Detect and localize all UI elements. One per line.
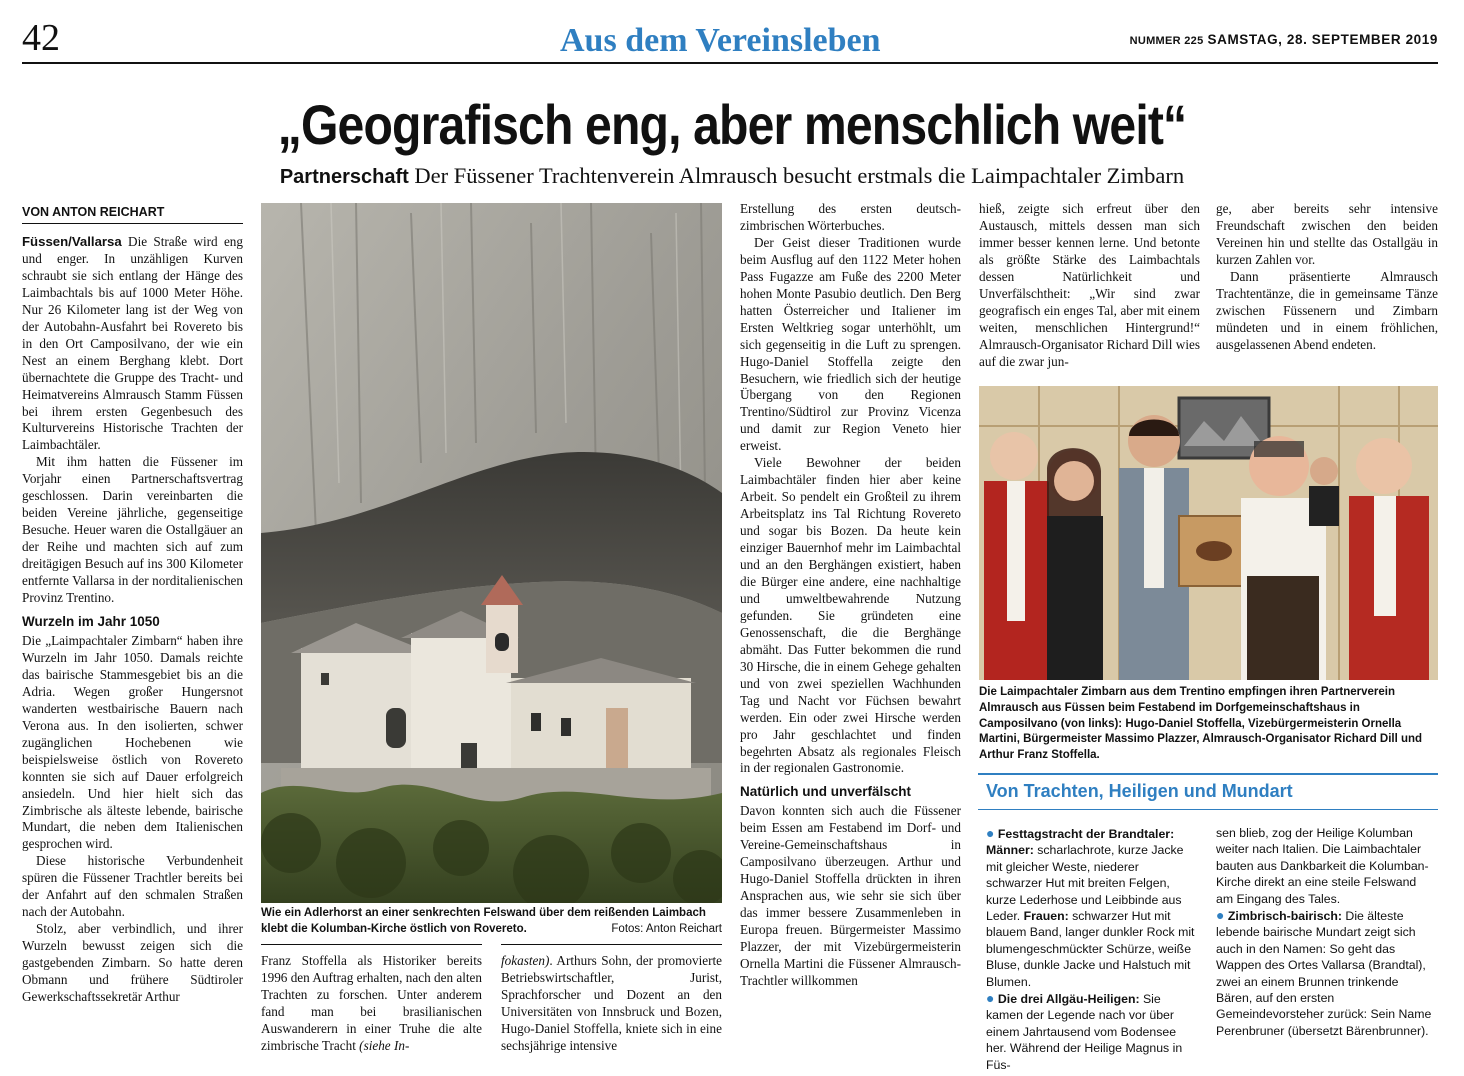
dateline: Füssen/Vallarsa: [22, 234, 122, 249]
paragraph: Erstellung des ersten deutsch-zimbrischen Wörterbuches.: [740, 201, 961, 233]
info-box: [978, 773, 1438, 1072]
info-text: schwarzer Hut mit blauem Band, langer dunkler Rock mit blumengeschmückter Schürze, weiße Bluse, dunkle Jacke und Halstuch mit Blumen.: [986, 909, 1195, 989]
caption-text: Wie ein Adlerhorst an einer senkrechten Felswand über dem reißenden Laimbach klebt die Kolumban-Kirche östlich von Rovereto.: [261, 907, 706, 935]
paragraph: hieß, zeigte sich erfreut über den Austausch, mittels dessen man sich immer besser kennen lerne. Und betonte als größte Stärke des Laimbachtals dessen Natürlichkeit und Unverfälschtheit: „Wir sind zwar geografisch ein enges Tal, aber mit einem weiten, menschlichen Hintergrund!“ Almrausch-Organisator Richard Dill wies auf die zwar jun-: [979, 201, 1200, 369]
info-text: Sie kamen der Legende nach vor über einem Jahrtausend vom Bodensee her. Während der Heilige Magnus in Füs-: [986, 992, 1183, 1072]
italic-ref: fokasten): [501, 953, 550, 968]
bullet-icon: ●: [1216, 907, 1225, 924]
column-rule: [261, 944, 482, 945]
subheading: Wurzeln im Jahr 1050: [22, 613, 160, 629]
info-text: scharlachrote, kurze Jacke mit gleicher Weste, niederer schwarzer Hut mit breiten Felgen, kurze Lederhose und Leibbinde aus Leder.: [986, 843, 1184, 924]
issue-number: NUMMER 225: [1129, 35, 1204, 47]
article-column-4: [740, 201, 961, 990]
paragraph: Franz Stoffella als Historiker bereits 1996 den Auftrag erhalten, nach den alten Trachten zu forschen. Unter anderem fand man bei brasilianischen Auswanderern in einer Truhe die alte zimbrische Tracht: [261, 953, 482, 1053]
info-heading: Die drei Allgäu-Heiligen:: [997, 992, 1140, 1007]
date: SAMSTAG, 28. SEPTEMBER 2019: [1207, 32, 1438, 47]
photo-credit: Fotos: Anton Reichart: [611, 922, 722, 935]
info-text: Die älteste lebende bairische Mundart zeigt sich auch in den Namen: So geht das Wappen des Ortes Vallarsa (Brandtal), zwei an einem Brunnen trinkende Bären, auf den ersten Gemeindevorsteher zurück: Sein Name Perenbruner (übersetzt Bärenbrunner).: [1216, 909, 1432, 1038]
info-label: Frauen:: [1023, 909, 1069, 924]
article-column-2: [261, 953, 482, 1055]
article-column-1: [22, 204, 243, 1006]
info-box-column-right: [1216, 825, 1434, 1039]
subheadline: [0, 163, 1464, 190]
byline: VON ANTON REICHART: [22, 204, 243, 224]
bullet-icon: ●: [986, 825, 995, 841]
group-photo: [979, 386, 1438, 680]
section-title: Aus dem Vereinsleben: [560, 22, 881, 59]
paragraph: ge, aber bereits sehr intensive Freundschaft zwischen den beiden Vereinen hin und stellte das Ostallgäu in kurzen Zahlen vor.: [1216, 201, 1438, 267]
paragraph: Die Straße wird eng und enger. In unzähligen Kurven schraubt sie sich entlang der Hänge des Laimbachtals bis auf 1000 Meter Höhe. Nur 26 Kilometer lang ist der Weg von der Autobahn-Ausfahrt bei Rovereto bis in den Ort Camposilvano, der wie ein Nest an einem Berghang klebt. Dort übernachtete die Gruppe des Tracht- und Heimatvereins Almrausch Stamm Füssen bei ihrem ersten Gegenbesuch des Kulturvereins Historische Trachten der Laimbachtäler.: [22, 234, 243, 453]
cliff-photo-caption: [261, 906, 722, 938]
subheading: Natürlich und unverfälscht: [740, 784, 912, 800]
paragraph: Viele Bewohner der beiden Laimbachtäler finden hier aber keine Arbeit. So pendelt ein Großteil zu ihrem Arbeitsplatz ins Tal Richtung Rovereto und sogar bis Bozen. Da heute kein einziger Bauernhof mehr im Laimbachtal und an den Berghängen existiert, haben die Bürger eine andere, eine nachhaltige und umweltbewahrende Nutzung gefunden. Sie gründeten eine Genossenschaft, die die Berghänge abmäht. Das Futter bekommen die rund 30 Hirsche, die in einem Gehege gehalten und von zwei speziellen Wachhunden Tag und Nacht vor Füchsen bewahrt werden. Ein oder zwei Hirsche werden pro Jahr geschlachtet und finden begehrten Absatz als regionales Fleisch in der regionalen Gastronomie.: [740, 455, 961, 776]
paragraph: . Arthurs Sohn, der promovierte Betriebswirtschaftler, Jurist, Sprachforscher und Dozent an den Universitäten von Innsbruck und Bozen, Hugo-Daniel Stoffella, kniete sich in eine sechsjährige intensive: [501, 953, 722, 1053]
info-box-title: Von Trachten, Heiligen und Mundart: [986, 781, 1293, 801]
paragraph: Mit ihm hatten die Füssener im Vorjahr einen Partnerschaftsvertrag geschlossen. Darin vereinbarten die beiden Vereine jährliche, gegenseitige Besuche. Heuer waren die Ostallgäuer an der Reihe und machten sich auf zum dreitägigen Besuch auf ins 300 Kilometer entfernte Vallarsa in der norditalienischen Provinz Trentino.: [22, 454, 243, 606]
italic-ref: (siehe In-: [359, 1037, 410, 1053]
article-column-3: [501, 953, 722, 1055]
paragraph: Davon konnten sich auch die Füssener beim Essen am Festabend im Dorf- und Vereine-Gemeinschaftshaus in Camposilvano überzeugen. Arthur und Hugo-Daniel Stoffella drückten in ihren Ansprachen aus, wie sehr sie sich über das immer bessere Zusammenleben in Europa freuen. Bürgermeister Massimo Plazzer, der mit Vizebürgermeisterin Ornella Martini die Füssener Almrausch-Trachtler willkommen: [740, 803, 961, 988]
header-rule: [22, 62, 1438, 64]
group-photo-caption: Die Laimpachtaler Zimbarn aus dem Trentino empfingen ihren Partnerverein Almrausch aus Füssen beim Festabend im Dorfgemeinschaftshaus in Camposilvano (von links): Hugo-Daniel Stoffella, Vizebürgermeisterin Ornella Martini, Bürgermeister Massimo Plazzer, Almrausch-Organisator Richard Dill und Arthur Franz Stoffella.: [979, 686, 1423, 762]
issue-date: [1130, 32, 1438, 47]
paragraph: Die „Laimpachtaler Zimbarn“ haben ihre Wurzeln im Jahr 1050. Damals reichte das bairische Stammesgebiet bis an die Adria. Wegen großer Hungersnot wanderten westbairische Bauern nach Verona aus. In den isolierten, schwer zugänglichen Hochebenen wie beispielsweise östlich von Rovereto konnten sie sich auf Dauer erfolgreich ansiedeln. Und hier hielt sich das Zimbrische als älteste lebende, bairische Mundart, die neben dem Italienischen gesprochen wird.: [22, 632, 243, 852]
bullet-icon: ●: [986, 990, 995, 1007]
article-column-6: [1216, 201, 1438, 354]
article-column-5: [979, 201, 1200, 371]
info-heading: Zimbrisch-bairisch:: [1227, 909, 1343, 924]
paragraph: Diese historische Verbundenheit spüren die Füssener Trachtler bereits bei der Anfahrt auf den schmalen Straßen nach der Autobahn.: [22, 853, 243, 920]
kicker: Partnerschaft: [279, 166, 409, 188]
info-box-column-left: [986, 825, 1196, 1073]
page-number: 42: [22, 17, 60, 59]
paragraph: Dann präsentierte Almrausch Trachtentänze, die in gemeinsame Tänze zwischen Füssenern und Zimbarn mündeten und in einem fröhlichen, ausgelassenen Abend endeten.: [1216, 268, 1438, 352]
info-heading: Festtagstracht der Brandtaler:: [997, 827, 1175, 841]
info-box-rule: [978, 809, 1438, 810]
column-rule: [501, 944, 722, 945]
subheadline-text: Der Füssener Trachtenverein Almrausch besucht erstmals die Laimpachtaler Zimbarn: [414, 163, 1185, 188]
headline: „Geografisch eng, aber menschlich weit“: [277, 93, 1187, 156]
church-cliff-photo: [261, 203, 722, 903]
paragraph: Der Geist dieser Traditionen wurde beim Ausflug auf den 1122 Meter hohen Pass Fugazze am Fuße des 2200 Meter hohen Monte Pasubio deutlich. Den Berg hatten Österreicher und Italiener im Ersten Weltkrieg sogar unterhöhlt, um sich gegenseitig in die Luft zu sprengen. Hugo-Daniel Stoffella zeigte den Besuchern, wie friedlich sich der heutige Übergang von den Regionen Trentino/Südtirol zur Provinz Vicenza und damit zur Region Veneto hier erweist.: [740, 234, 961, 454]
info-text: sen blieb, zog der Heilige Kolumban weiter nach Italien. Die Laimbachtaler bauten aus Dankbarkeit die Kolumban-Kirche direkt an eine steile Felswand am Eingang des Tales.: [1216, 826, 1429, 906]
paragraph: Stolz, aber verbindlich, und ihrer Wurzeln bewusst zeigen sich die gastgebenden Zimbarn. So hatte deren Obmann und frühere Südtiroler Gewerkschaftssekretär Arthur: [22, 921, 243, 1004]
info-label: Männer:: [986, 843, 1034, 858]
